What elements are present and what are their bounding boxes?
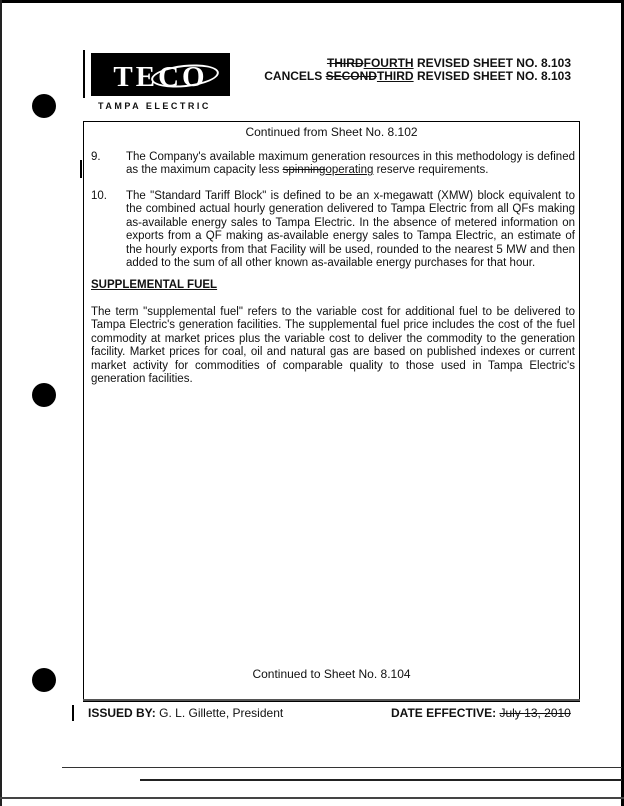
revision-bar-item9 xyxy=(80,160,82,178)
continued-to: Continued to Sheet No. 8.104 xyxy=(252,667,411,681)
item-9-text xyxy=(126,151,575,178)
issued-by xyxy=(88,706,283,720)
scan-edge-bottom xyxy=(0,797,624,799)
item-9-text-after: reserve requirements. xyxy=(373,164,489,177)
frame-shadow xyxy=(83,699,580,701)
revision-bar-footer xyxy=(72,705,74,721)
inserted-cancels-revision: THIRD xyxy=(376,69,414,83)
item-9-text-before: The Company's available maximum generation resources in this methodology is defined as the maximum capacity less xyxy=(126,151,575,177)
logo-subtitle: TAMPA ELECTRIC xyxy=(98,101,211,111)
item-10-number: 10. xyxy=(91,190,107,202)
sheet-number-rest: REVISED SHEET NO. 8.103 xyxy=(413,56,571,70)
continued-from: Continued from Sheet No. 8.102 xyxy=(245,125,418,139)
footer-rule xyxy=(62,767,622,768)
issued-by-value: G. L. Gillette, President xyxy=(159,706,284,720)
revision-bar-header xyxy=(83,50,85,98)
date-effective-value: July 13, 2010 xyxy=(499,706,571,720)
inserted-revision: FOURTH xyxy=(363,56,414,70)
sheet-number-line xyxy=(327,56,571,70)
item-9-inserted: operating xyxy=(325,164,374,177)
cancels-prefix: CANCELS xyxy=(264,69,326,83)
supplemental-fuel-text: The term "supplemental fuel" refers to the variable cost for additional fuel to be delivered to Tampa Electric's generation facilities. The supplemental fuel price includes the cost of the fuel commodity at market prices plus the variable cost to deliver the commodity to the generation facility. Market prices for coal, oil and natural gas are based on published indexes or current market activity for commodities of comparable quality to those used in Tampa Electric's generation facilities. xyxy=(91,306,575,386)
teco-logo xyxy=(91,53,230,96)
punch-hole-bottom xyxy=(32,668,56,692)
item-10-text: The "Standard Tariff Block" is defined to be an x-megawatt (XMW) block equivalent to the combined actual hourly generation delivered to Tampa Electric from all QFs making as-available energy sales to Tampa Electric. In the absence of metered information on exports from a QF making as-available energy sales to Tampa Electric, an estimate of the hourly exports from that Facility will be used, rounded to the nearest 5 MW and then added to the sum of all other known as-available energy purchases for that hour. xyxy=(126,190,575,270)
supplemental-fuel-heading: SUPPLEMENTAL FUEL xyxy=(91,279,218,291)
date-effective-label: DATE EFFECTIVE: xyxy=(391,706,497,720)
punch-hole-top xyxy=(32,94,56,118)
footer-rule-double xyxy=(140,779,622,781)
cancels-line xyxy=(264,69,571,83)
logo-text: TECO xyxy=(113,61,208,93)
struck-revision: THIRD xyxy=(326,56,364,70)
struck-cancels-revision: SECOND xyxy=(325,69,377,83)
item-9-number: 9. xyxy=(91,151,101,163)
issued-by-label: ISSUED BY: xyxy=(88,706,156,720)
scan-edge-left xyxy=(0,0,2,806)
punch-hole-middle xyxy=(32,383,56,407)
date-effective xyxy=(391,706,571,720)
tariff-content-frame xyxy=(83,121,580,702)
cancels-rest: REVISED SHEET NO. 8.103 xyxy=(413,69,571,83)
item-9-struck: spinning xyxy=(282,164,326,177)
scan-edge-top xyxy=(0,0,624,3)
